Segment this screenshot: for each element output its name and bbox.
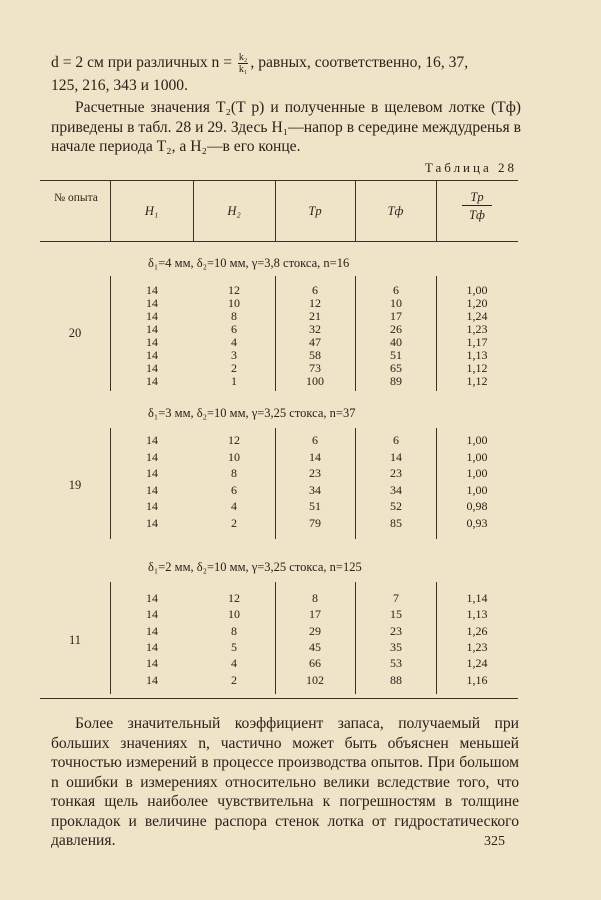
table-cell: 79 <box>309 515 321 530</box>
fraction: $\frac{\text{k₂}}{\text{k₁}}$ <box>238 52 248 75</box>
group-divider <box>355 428 356 539</box>
table-cell: 14 <box>146 499 158 513</box>
table-cell: 0,98 <box>466 499 488 513</box>
table-cell: 4 <box>231 335 237 349</box>
group-divider <box>275 428 276 539</box>
table-cell: 1,13 <box>466 348 488 362</box>
table-cell: 23 <box>390 466 402 480</box>
table-cell: 14 <box>146 348 158 362</box>
group-title-1: δ₁=4 мм, δ₂=10 мм, γ=3,8 стокса, n=16 <box>148 256 350 270</box>
table-cell: 6 <box>393 283 399 297</box>
table-cell: 1,14 <box>466 591 488 605</box>
table-cell: 88 <box>390 672 402 687</box>
table-cell: 14 <box>146 309 158 323</box>
table-cell: 14 <box>146 607 158 622</box>
table-cell: 35 <box>390 639 402 654</box>
table-cell: 45 <box>309 639 321 654</box>
table-cell: 14 <box>146 672 158 687</box>
table-bottom-rule <box>40 698 518 699</box>
table-cell: 14 <box>146 361 158 375</box>
table-cell: 2 <box>231 672 237 687</box>
table-cell: 23 <box>390 623 402 638</box>
table-cell: 51 <box>309 499 321 513</box>
table-cell: 1 <box>231 374 237 388</box>
table-cell: 1,23 <box>466 322 488 336</box>
header-h2: H₂ <box>227 204 241 218</box>
table-cell: 14 <box>146 322 158 336</box>
table-header-rule <box>40 241 518 242</box>
experiment-number-19: 19 <box>68 478 82 492</box>
table-cell: 12 <box>228 591 240 605</box>
top-paragraph-line1: d = 2 см при различных n = $\frac{\text{k₂}}{\text{k₁}}$ , равных, соответственно, 16, 37, <box>51 52 469 75</box>
table-cell: 6 <box>393 433 399 447</box>
table-cell: 34 <box>309 482 321 497</box>
table-cell: 14 <box>146 515 158 530</box>
table-cell: 23 <box>309 466 321 480</box>
table-cell: 1,20 <box>466 296 488 310</box>
table-cell: 8 <box>231 623 237 638</box>
table-cell: 14 <box>146 656 158 671</box>
group-divider <box>436 276 437 391</box>
table-cell: 14 <box>146 335 158 349</box>
table-cell: 1,00 <box>466 449 488 464</box>
table-cell: 6 <box>312 283 318 297</box>
table-cell: 1,26 <box>466 623 488 638</box>
table-cell: 14 <box>146 296 158 310</box>
table-cell: 51 <box>390 348 402 362</box>
table-cell: 12 <box>309 296 321 310</box>
table-cell: 1,13 <box>466 607 488 622</box>
table-cell: 4 <box>231 656 237 671</box>
table-cell: 15 <box>390 607 402 622</box>
page-number: 325 <box>484 834 505 849</box>
table-cell: 14 <box>390 449 402 464</box>
group-divider <box>110 582 111 694</box>
table-cell: 1,24 <box>466 656 488 671</box>
header-ratio-num: Tр <box>462 190 492 206</box>
table-cell: 1,24 <box>466 309 488 323</box>
table-cell: 1,00 <box>466 433 488 447</box>
table-cell: 1,17 <box>466 335 488 349</box>
table-cell: 66 <box>309 656 321 671</box>
group-divider <box>110 276 111 391</box>
header-experiment-no: № опыта <box>54 192 98 204</box>
experiment-number-11: 11 <box>68 633 82 647</box>
table-cell: 52 <box>390 499 402 513</box>
group-divider <box>275 276 276 391</box>
header-ratio <box>436 190 518 223</box>
table-cell: 1,12 <box>466 374 488 388</box>
table-cell: 34 <box>390 482 402 497</box>
table-cell: 1,23 <box>466 639 488 654</box>
table-caption: Таблица 28 <box>424 160 517 175</box>
top-paragraph-line2: 125, 216, 343 и 1000. <box>51 77 188 94</box>
table-cell: 8 <box>312 591 318 605</box>
table-cell: 10 <box>228 607 240 622</box>
table-cell: 10 <box>228 296 240 310</box>
table-cell: 17 <box>390 309 402 323</box>
table-cell: 53 <box>390 656 402 671</box>
table-cell: 2 <box>231 361 237 375</box>
table-cell: 1,12 <box>466 361 488 375</box>
table-cell: 1,00 <box>466 466 488 480</box>
table-cell: 14 <box>146 639 158 654</box>
header-tf: Tф <box>387 204 404 218</box>
table-cell: 14 <box>146 374 158 388</box>
header-ratio-den: Tф <box>469 208 485 222</box>
table-cell: 14 <box>146 283 158 297</box>
table-cell: 6 <box>231 482 237 497</box>
group-divider <box>436 582 437 694</box>
table-cell: 12 <box>228 433 240 447</box>
table-cell: 65 <box>390 361 402 375</box>
table-cell: 29 <box>309 623 321 638</box>
table-cell: 85 <box>390 515 402 530</box>
table-cell: 6 <box>312 433 318 447</box>
table-cell: 14 <box>146 433 158 447</box>
group-divider <box>355 276 356 391</box>
experiment-number-20: 20 <box>68 326 82 340</box>
bottom-paragraph: Более значительный коэффициент запаса, получаемый при больших значениях n, частично может быть объяснен меньшей точностью измерений в процессе производства опытов. При большом n ошибки в измерениях относительно велики вследствие того, что тонкая щель наиболее чувствительна к погрешностям в толщине прокладок и величине распора стенок лотка от гидростатического давления. <box>51 715 519 849</box>
table-cell: 1,16 <box>466 672 488 687</box>
table-cell: 47 <box>309 335 321 349</box>
table-cell: 5 <box>231 639 237 654</box>
header-tp: Tр <box>308 204 322 218</box>
table-cell: 14 <box>146 591 158 605</box>
table-cell: 10 <box>390 296 402 310</box>
table-cell: 6 <box>231 322 237 336</box>
table-cell: 14 <box>309 449 321 464</box>
table-cell: 89 <box>390 374 402 388</box>
table-cell: 26 <box>390 322 402 336</box>
table-cell: 14 <box>146 623 158 638</box>
table-top-rule <box>40 180 518 181</box>
group-title-2: δ₁=3 мм, δ₂=10 мм, γ=3,25 стокса, n=37 <box>148 406 356 420</box>
table-cell: 4 <box>231 499 237 513</box>
table-cell: 102 <box>306 672 324 687</box>
table-cell: 7 <box>393 591 399 605</box>
group-divider <box>275 582 276 694</box>
table-cell: 1,00 <box>466 283 488 297</box>
table-cell: 3 <box>231 348 237 362</box>
table-cell: 0,93 <box>466 515 488 530</box>
table-cell: 14 <box>146 466 158 480</box>
table-cell: 10 <box>228 449 240 464</box>
group-title-3: δ₁=2 мм, δ₂=10 мм, γ=3,25 стокса, n=125 <box>148 560 362 574</box>
table-cell: 14 <box>146 449 158 464</box>
table-cell: 17 <box>309 607 321 622</box>
table-cell: 12 <box>228 283 240 297</box>
table-cell: 73 <box>309 361 321 375</box>
table-cell: 100 <box>306 374 324 388</box>
table-cell: 2 <box>231 515 237 530</box>
table-cell: 8 <box>231 309 237 323</box>
table-cell: 21 <box>309 309 321 323</box>
group-divider <box>110 428 111 539</box>
table-cell: 14 <box>146 482 158 497</box>
group-divider <box>436 428 437 539</box>
table-cell: 8 <box>231 466 237 480</box>
header-h1: H₁ <box>144 204 159 218</box>
table-cell: 1,00 <box>466 482 488 497</box>
table-cell: 58 <box>309 348 321 362</box>
second-paragraph: Расчетные значения T₂(T р) и полученные в щелевом лотке (Tф) приведены в табл. 28 и 29. Здесь H₁—напор в середине междудренья в начале периода T₂, а H₂—в его конце. <box>51 99 521 155</box>
table-cell: 32 <box>309 322 321 336</box>
group-divider <box>355 582 356 694</box>
table-cell: 40 <box>390 335 402 349</box>
